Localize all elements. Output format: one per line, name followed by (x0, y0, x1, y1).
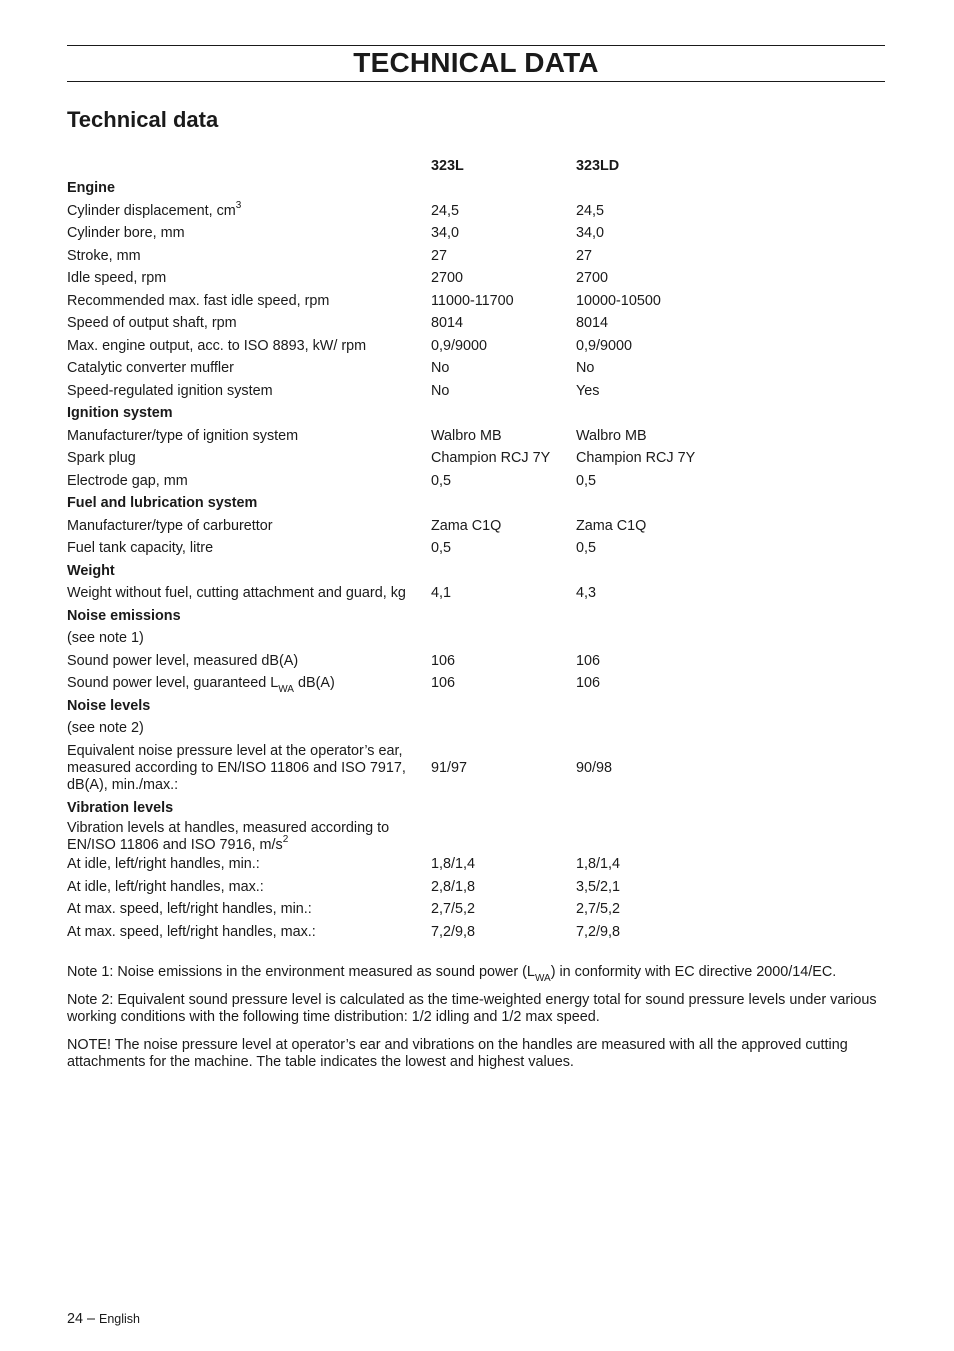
table-row-catalytic (67, 358, 885, 381)
table-row-engine-output (67, 335, 885, 358)
value-323l: Zama C1Q (431, 517, 502, 534)
value-323l: 4,1 (431, 585, 452, 602)
value-323ld: 0,9/9000 (576, 337, 633, 354)
row-label: Cylinder displacement, $cm^3$ (67, 199, 242, 219)
value-323ld: 106 (576, 675, 601, 692)
table-row-fuel-tank (67, 538, 885, 561)
table-row-idle-max (67, 876, 885, 899)
table-row-idle-min (67, 854, 885, 877)
section-heading-noise-levels: Noise levels (67, 697, 151, 714)
value-323ld: 27 (576, 247, 593, 264)
row-label: At max. speed, left/right handles, max.: (67, 923, 316, 940)
row-label: Vibration levels at handles, measured according to EN/ISO 11806 and ISO 7916, $m/s^2$ (67, 819, 390, 853)
table-row-sound-measured (67, 650, 885, 673)
bottom-rule (67, 81, 885, 82)
page-banner: TECHNICAL DATA (353, 47, 599, 78)
table-row-stroke (67, 245, 885, 268)
table-row-carburettor (67, 515, 885, 538)
row-label: Weight without fuel, cutting attachment and guard, kg (67, 585, 406, 602)
value-323ld: 7,2/9,8 (576, 923, 621, 940)
row-label: At max. speed, left/right handles, min.: (67, 901, 312, 918)
table-row-fast-idle (67, 290, 885, 313)
table-row-sound-guaranteed (67, 673, 885, 696)
value-323ld: 3,5/2,1 (576, 878, 621, 895)
section-heading-ignition: Ignition system (67, 405, 173, 422)
notes (67, 964, 885, 1082)
page-footer (67, 1311, 140, 1327)
value-323ld: 1,8/1,4 (576, 856, 621, 873)
value-323ld: 4,3 (576, 585, 597, 602)
value-323ld: Zama C1Q (576, 517, 647, 534)
table-row-idle-speed (67, 268, 885, 291)
table-row-bore (67, 223, 885, 246)
note-1: Note 1: Noise emissions in the environment measured as sound power $(L_{WA})$ in conformity with EC directive 2000/14/EC. (67, 964, 837, 984)
table-row-spark-plug (67, 448, 885, 471)
footer-language: English (99, 1312, 141, 1326)
row-label: Manufacturer/type of carburettor (67, 517, 273, 534)
section-title: Technical data (67, 107, 219, 132)
value-323l: No (431, 360, 450, 377)
row-label: Cylinder bore, mm (67, 225, 185, 242)
table-row-output-shaft (67, 313, 885, 336)
spec-table (67, 155, 885, 944)
value-323l: 1,8/1,4 (431, 856, 476, 873)
row-label: Sound power level, measured dB(A) (67, 652, 299, 669)
section-heading-engine: Engine (67, 180, 115, 197)
table-row-speed-max (67, 921, 885, 944)
row-label: Max. engine output, acc. to ISO 8893, kW/ rpm (67, 337, 367, 354)
value-323l: 106 (431, 675, 456, 692)
column-header-row (67, 155, 885, 178)
table-row-speed-ignition (67, 380, 885, 403)
row-label: Recommended max. fast idle speed, rpm (67, 292, 330, 309)
value-323l: 106 (431, 652, 456, 669)
note-ref-2: (see note 2) (67, 720, 144, 737)
value-323l: 2,7/5,2 (431, 901, 476, 918)
row-label: Manufacturer/type of ignition system (67, 427, 299, 444)
note-ref-1: (see note 1) (67, 630, 144, 647)
value-323ld: 2,7/5,2 (576, 901, 621, 918)
value-323ld: Walbro MB (576, 427, 647, 444)
note-3: NOTE! The noise pressure level at operator’s ear and vibrations on the handles are measured with all the approved cutting attachments for the machine. The table indicates the lowest and highest values. (67, 1036, 848, 1070)
row-label: Idle speed, rpm (67, 270, 167, 287)
row-label: Electrode gap, mm (67, 472, 188, 489)
row-label: At idle, left/right handles, min.: (67, 856, 260, 873)
row-label: Catalytic converter muffler (67, 360, 234, 377)
value-323ld: 8014 (576, 315, 609, 332)
value-323l: 34,0 (431, 225, 460, 242)
value-323l: 0,9/9000 (431, 337, 488, 354)
section-heading-vibration: Vibration levels (67, 799, 174, 816)
row-label: Equivalent noise pressure level at the operator’s ear, measured according to EN/ISO 11806 and ISO 7917, dB(A), min./max.: (67, 743, 406, 793)
table-row-electrode-gap (67, 470, 885, 493)
value-323ld: 2700 (576, 270, 609, 287)
column-header-323l: 323L (431, 157, 464, 174)
value-323ld: 0,5 (576, 472, 597, 489)
value-323l: 24,5 (431, 202, 460, 219)
row-label: Fuel tank capacity, litre (67, 540, 214, 557)
value-323l: Walbro MB (431, 427, 502, 444)
table-row-vibration-intro (67, 820, 885, 854)
section-heading-noise-emissions: Noise emissions (67, 607, 181, 624)
value-323ld: Yes (576, 382, 600, 399)
row-label: Speed-regulated ignition system (67, 382, 273, 399)
value-323l: 8014 (431, 315, 464, 332)
table-row-equivalent-noise (67, 740, 885, 797)
value-323ld: 106 (576, 652, 601, 669)
value-323l: 0,5 (431, 472, 452, 489)
table-row-displacement (67, 200, 885, 223)
value-323l: 0,5 (431, 540, 452, 557)
value-323ld: 34,0 (576, 225, 605, 242)
row-label: Speed of output shaft, rpm (67, 315, 237, 332)
page-number: 24 – (67, 1311, 96, 1327)
section-heading-fuel: Fuel and lubrication system (67, 495, 258, 512)
row-label: Sound power level, guaranteed $L_{WA}$ dB(A) (67, 675, 335, 696)
table-row-weight (67, 583, 885, 606)
value-323l: 2,8/1,8 (431, 878, 476, 895)
row-label: At idle, left/right handles, max.: (67, 878, 264, 895)
value-323l: 7,2/9,8 (431, 923, 476, 940)
value-323ld: 0,5 (576, 540, 597, 557)
value-323l: 2700 (431, 270, 464, 287)
value-323l: 27 (431, 247, 448, 264)
table-row-ignition-type (67, 425, 885, 448)
section-heading-weight: Weight (67, 562, 115, 579)
table-row-speed-min (67, 899, 885, 922)
value-323ld: 90/98 (576, 760, 613, 776)
row-label: Stroke, mm (67, 247, 141, 264)
column-header-323ld: 323LD (576, 157, 620, 174)
value-323ld: Champion RCJ 7Y (576, 450, 696, 467)
value-323ld: No (576, 360, 595, 377)
note-2: Note 2: Equivalent sound pressure level is calculated as the time-weighted energy total for sound pressure levels under various working conditions with the following time distribution: 1/2 idling and 1/2 max speed. (67, 991, 877, 1025)
row-label: Spark plug (67, 450, 136, 467)
value-323l: 11000-11700 (431, 292, 514, 309)
value-323l: Champion RCJ 7Y (431, 450, 551, 467)
value-323ld: 24,5 (576, 202, 605, 219)
value-323ld: 10000-10500 (576, 292, 661, 309)
value-323l: No (431, 382, 450, 399)
value-323l: 91/97 (431, 760, 468, 776)
